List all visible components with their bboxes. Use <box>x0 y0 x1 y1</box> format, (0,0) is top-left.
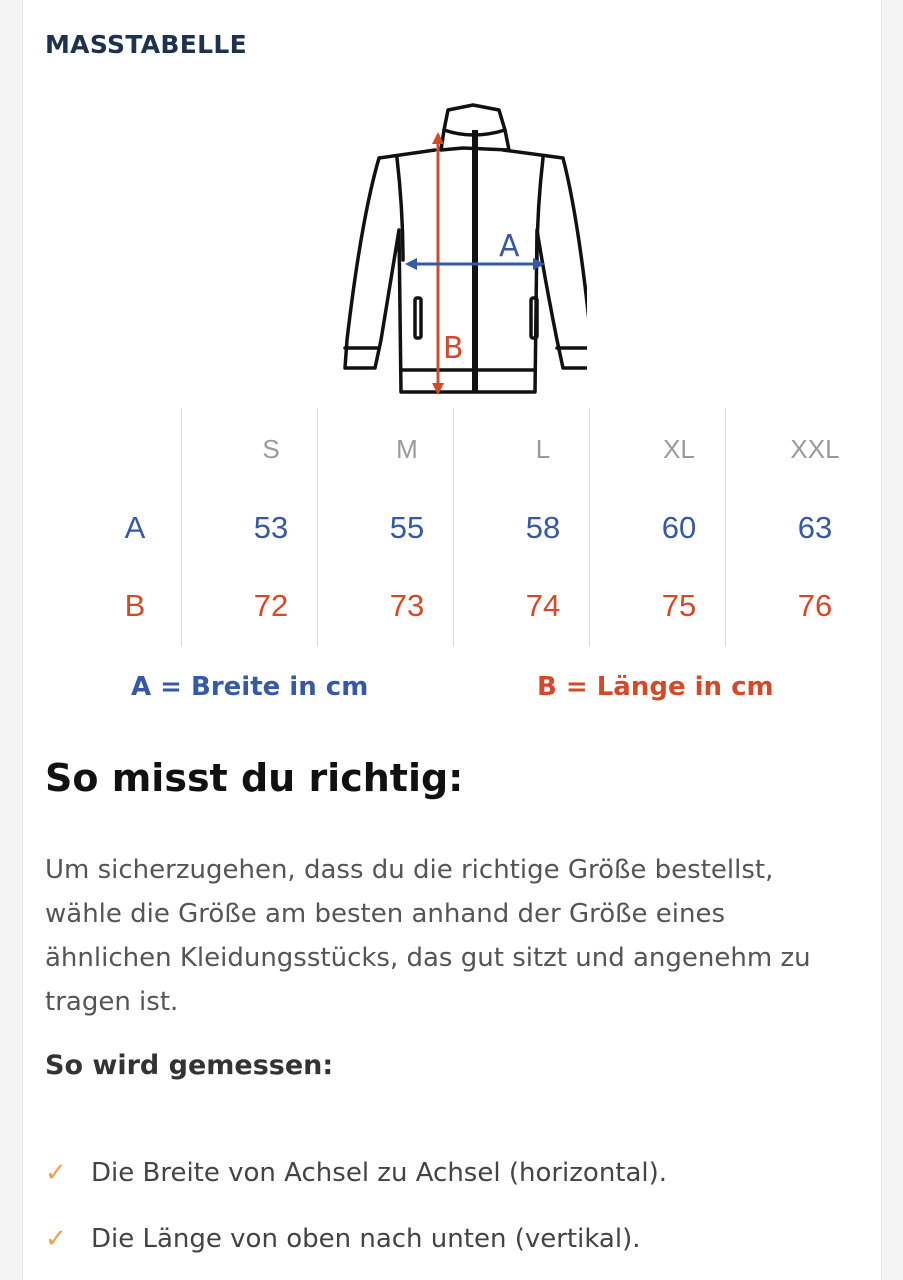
howto-paragraph: Um sicherzugehen, dass du die richtige Größe bestellst, wähle die Größe am besten anhand der Größe eines ähnlichen Kleidungsstücks, das gut sitzt und angenehm zu tragen ist. <box>45 855 811 1017</box>
table-cell: 55 <box>389 510 425 545</box>
table-cell: 75 <box>661 588 697 623</box>
list-item <box>45 1224 641 1254</box>
size-header-xl: XL <box>663 434 695 464</box>
size-header-s: S <box>262 434 280 464</box>
list-item-text: Die Breite von Achsel zu Achsel (horizontal). <box>91 1158 668 1188</box>
table-cell: 58 <box>525 510 561 545</box>
row-label-b: B <box>124 588 146 623</box>
table-cell: 76 <box>797 588 833 623</box>
table-cell: 63 <box>797 510 833 545</box>
list-item-text: Die Länge von oben nach unten (vertikal). <box>91 1224 641 1254</box>
legend-width: A = Breite in cm <box>131 672 369 702</box>
checkmark-icon: ✓ <box>45 1158 67 1188</box>
table-cell: 74 <box>525 588 561 623</box>
checkmark-icon: ✓ <box>45 1224 67 1254</box>
column-divider <box>181 408 182 646</box>
table-cell: 60 <box>661 510 697 545</box>
row-label-a: A <box>124 510 146 545</box>
size-table <box>45 408 881 646</box>
howto-title: So misst du richtig: <box>45 756 464 800</box>
diagram-label-a: A <box>499 229 520 264</box>
size-chart-card <box>22 0 882 1280</box>
table-cell: 53 <box>253 510 289 545</box>
diagram-label-b: B <box>443 331 464 366</box>
size-header-l: L <box>535 434 551 464</box>
size-header-m: M <box>396 434 418 464</box>
size-chart-heading: MASSTABELLE <box>45 30 247 59</box>
size-header-xxl: XXL <box>790 434 840 464</box>
list-item <box>45 1158 667 1188</box>
howto-subtitle: So wird gemessen: <box>45 1050 334 1081</box>
jacket-diagram <box>323 100 587 402</box>
legend-length: B = Länge in cm <box>537 672 774 702</box>
table-cell: 72 <box>253 588 289 623</box>
table-cell: 73 <box>389 588 425 623</box>
